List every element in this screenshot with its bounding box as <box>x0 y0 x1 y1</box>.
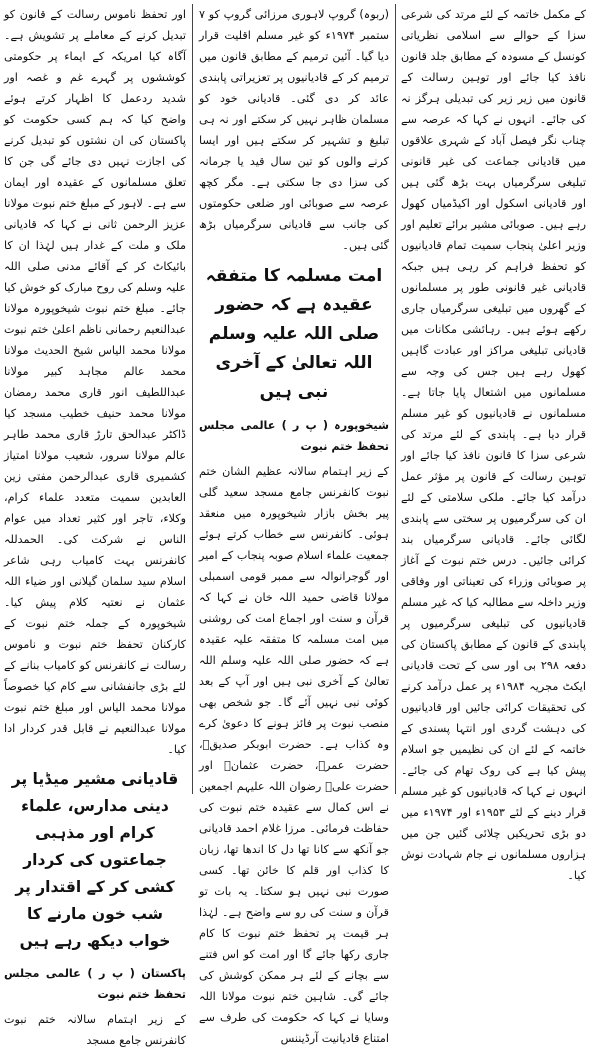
column-right <box>401 4 586 882</box>
headline: امت مسلمہ کا متفقہ عقیدہ ہے کہ حضور صلی اللہ علیہ وسلم اللہ تعالیٰ کے آخری نبی ہیں <box>205 266 383 402</box>
column-divider <box>395 4 396 794</box>
dateline: پاکستان ( پ ر ) عالمی مجلس تحفظ ختم نبوت <box>4 967 186 1001</box>
dateline: شیخوپورہ ( پ ر ) عالمی مجلس تحفظ ختم نبوت <box>199 419 389 453</box>
headline: قادیانی مشیر میڈیا پر دینی مدارس، علماء کرام اور مذہبی جماعتوں کی کردار کشی کر کے اقتدار پر شب خون مارنے کا خواب دیکھ رہے ہیں <box>11 770 179 950</box>
column-left <box>4 4 186 1047</box>
column-middle <box>199 4 389 1045</box>
article-paragraph: کے مکمل خاتمہ کے لئے مرتد کی شرعی سزا کے حوالے سے اسلامی نظریاتی کونسل کے مسودہ کے مطابق جلد قانون نافذ کیا جائے اور توہین رسالت کے قانون میں زیر زیر کی تبدیلی ہرگز نہ کی جائے۔ انہوں نے کہا کہ عرصہ سے چناب نگر فیصل آباد کے شہری علاقوں میں قادیانی جماعت کی غیر قانونی تبلیغی سرگرمیاں بہت بڑھ گئی ہیں اور قادیانی اسکول اور اکیڈمیاں کھول رہے ہیں۔ صوبائی مشیر برائے تعلیم اور وزیر اعلیٰ پنجاب سمیت تمام قادیانیوں کو تحفظ فراہم کر رہی ہیں جبکہ قادیانی غیر قانونی طور پر مسلمانوں کے گھروں میں تبلیغی سرگرمیاں جاری رکھے ہوئے ہیں۔ رہائشی مکانات میں قادیانی تبلیغی مراکز اور عبادت گاہیں کھول رہے ہیں جس کی وجہ سے مسلمانوں میں اشتعال پایا جاتا ہے۔ مسلمانوں نے قادیانیوں کو غیر مسلم قرار دیا ہے۔ پابندی کے لئے مرتد کی شرعی سزا کا قانون نافذ کیا جائے اور توہین رسالت کے قانون پر مؤثر عمل درآمد کیا جائے۔ ملکی سلامتی کے لئے ان کی سرگرمیوں پر سختی سے پابندی لگائی جائے۔ قادیانی سرگرمیاں بند کرائی جائیں۔ درس ختم نبوت کے آغاز پر صوبائی وزراء کی تعیناتی اور وفاقی وزیر داخلہ سے مطالبہ کیا کہ غیر مسلم قادیانیوں کی تبلیغی سرگرمیوں پر پابندی کے قانون کے مطابق پاکستان کی دفعہ ۲۹۸ بی اور سی کے تحت قادیانی ایکٹ مجریہ ۱۹۸۴ء پر عمل درآمد کرنے کی تحقیقات کرائی جائیں اور قادیانیوں کی دہشت گردی اور انتہا پسندی کے خاتمہ کے لئے ان کی نظیمیں جو اسلام پیش کیا ہے کی روک تھام کی جائے۔ انہوں نے کہا کہ قادیانیوں کو غیر مسلم قرار دینے کے لئے ۱۹۵۳ء اور ۱۹۷۴ء میں دو بڑی تحریکیں چلائی گئیں جن میں ہزاروں مسلمانوں نے جام شہادت نوش کیا۔ <box>401 8 586 882</box>
article-paragraph: (ربوہ) گروپ لاہوری مرزائی گروپ کو ۷ ستمبر ۱۹۷۴ء کو غیر مسلم اقلیت قرار دیا گیا۔ آئین ترمیم کے مطابق قانون میں ترمیم کر کے قادیانیوں پر تعزیراتی پابندی عائد کر دی گئی۔ قادیانی خود کو مسلمان ظاہر نہیں کر سکتے اور نہ ہی تبلیغ و تشہیر کر سکتے ہیں اور ایسا کرنے والوں کو تین سال قید یا جرمانہ کی سزا دی جا سکتی ہے۔ مگر کچھ عرصہ سے صوبائی اور ضلعی حکومتوں کی جانب سے قادیانی سرگرمیاں بڑھ گئی ہیں۔ <box>199 8 389 252</box>
article-paragraph: کے زیر اہتمام سالانہ عظیم الشان ختم نبوت کانفرنس جامع مسجد سعید گلی پیر بخش بازار شیخوپورہ میں منعقد ہوئی۔ کانفرنس سے خطاب کرتے ہوئے جمعیت علماء اسلام صوبہ پنجاب کے امیر اور گوجرانوالہ سے ممبر قومی اسمبلی مولانا قاضی حمید اللہ خان نے کہا کہ قرآن و سنت اور اجماع امت کی روشنی میں امت مسلمہ کا متفقہ علیہ عقیدہ ہے کہ حضور صلی اللہ علیہ وسلم اللہ تعالیٰ کے آخری نبی ہیں اور آپ کے بعد کوئی نبی نہیں آئے گا۔ جو شخص بھی منصب نبوت پر فائز ہونے کا دعویٰ کرے وہ کذاب ہے۔ حضرت ابوبکر صدیقؓ، حضرت عمرؓ، حضرت عثمانؓ اور حضرت علیؓ رضوان اللہ علیہم اجمعین نے اس کمال سے عقیدہ ختم نبوت کی حفاظت فرمائی۔ مرزا غلام احمد قادیانی جو آنکھ سے کانا تھا دل کا اندھا تھا، زبان کا کذاب اور قلم کا خائن تھا۔ کسی صورت نبی نہیں ہو سکتا۔ یہ بات تو قرآن و سنت کی رو سے واضح ہے۔ لہٰذا ہر قیمت پر تحفظ ختم نبوت کا کام جاری رکھا جائے گا اور امت کو اس فتنے سے بچانے کے لئے ہر ممکن کوشش کی جائے گی۔ شاہین ختم نبوت مولانا اللہ وسایا نے کہا کہ حکومت کی طرف سے امتناع قادیانیت آرڈیننس <box>199 465 389 1045</box>
article-paragraph: اور تحفظ ناموس رسالت کے قانون کو تبدیل کرنے کے معاملے پر تشویش ہے۔ آگاہ کیا امریکہ کے ایماء پر حکومتی کوششوں پر گہرے غم و غصہ اور شدید ردعمل کا اظہار کرتے ہوئے واضح کیا کہ ہم کسی حکومت کو پاکستان کی ان نشتوں کو تبدیل کرنے کی اجازت نہیں دی جائے گی جن کا تعلق مسلمانوں کے عقیدہ اور ایمان سے ہے۔ لاہور کے مبلغ ختم نبوت مولانا عزیز الرحمن ثانی نے کہا کہ قادیانی ملک و ملت کے غدار ہیں لہٰذا ان کا بائیکاٹ کر کے آقائے مدنی صلی اللہ علیہ وسلم کی روح مبارک کو خوش کیا جائے۔ مبلغ ختم نبوت شیخوپورہ مولانا عبدالنعیم رحمانی ناظم اعلیٰ ختم نبوت مولانا محمد الیاس شیخ الحدیث مولانا محمد عالم مجاہد کبیر مولانا عبداللطیف انور قاری محمد رمضان مولانا محمد حنیف خطیب مسجد کیا ڈاکٹر عبدالحق تارڑ قاری محمد طاہر عالم مولانا سرور، شعیب مولانا امتیاز کشمیری قاری عبدالرحمن مفتی زین العابدین سمیت متعدد علماء کرام، وکلاء، تاجر اور کثیر تعداد میں عوام الناس نے شرکت کی۔ الحمدللہ کانفرنس بہت کامیاب رہی شاعر اسلام سید سلمان گیلانی اور ضیاء اللہ عثمان نے نعتیہ کلام پیش کیا۔ شیخوپورہ کے جملہ ختم نبوت کے کارکنان تحفظ ختم نبوت و ناموس رسالت نے کانفرنس کو کامیاب بنانے کے لئے بڑی جانفشانی سے کام کیا خصوصاً مولانا محمد الیاس اور مبلغ ختم نبوت مولانا عبدالنعیم نے قابل قدر کردار ادا کیا۔ <box>4 8 186 756</box>
column-divider <box>192 4 193 794</box>
article-paragraph: کے زیر اہتمام سالانہ ختم نبوت کانفرنس جامع مسجد <box>4 1013 186 1047</box>
